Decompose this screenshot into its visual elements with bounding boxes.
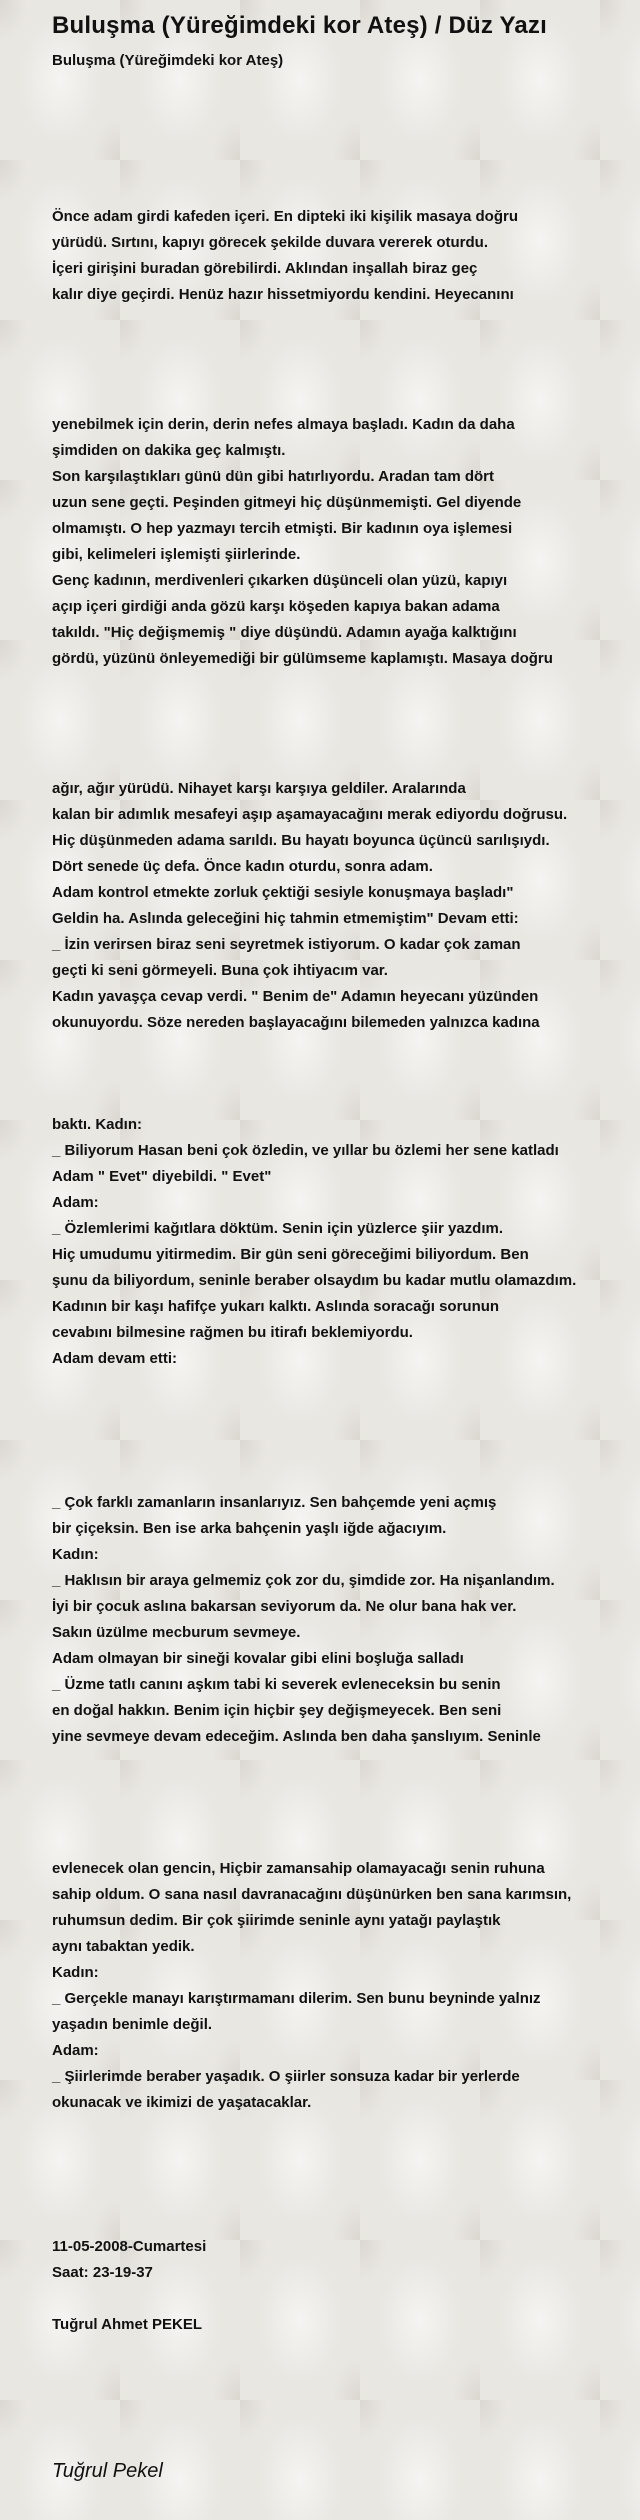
text-line: uzun sene geçti. Peşinden gitmeyi hiç düşünmemişti. Gel diyende bbox=[52, 494, 522, 511]
paragraph-2 bbox=[52, 412, 622, 672]
text-line: Geldin ha. Aslında geleceğini hiç tahmin etmemiştim" Devam etti: bbox=[52, 910, 519, 927]
page-title: Buluşma (Yüreğimdeki kor Ateş) / Düz Yazı bbox=[52, 12, 547, 39]
text-line: İçeri girişini buradan görebilirdi. Aklından inşallah biraz geç bbox=[52, 260, 478, 277]
text-line: Tuğrul Ahmet PEKEL bbox=[52, 2316, 202, 2333]
text-line: Genç kadının, merdivenleri çıkarken düşünceli olan yüzü, kapıyı bbox=[52, 572, 508, 589]
text-line: Dört senede üç defa. Önce kadın oturdu, sonra adam. bbox=[52, 858, 433, 875]
text-line: yenebilmek için derin, derin nefes almaya başladı. Kadın da daha bbox=[52, 416, 515, 433]
text-line: Son karşılaştıkları günü dün gibi hatırlıyordu. Aradan tam dört bbox=[52, 468, 495, 485]
text-line: _ İzin verirsen biraz seni seyretmek istiyorum. O kadar çok zaman bbox=[52, 936, 521, 953]
paragraph-1 bbox=[52, 204, 622, 308]
date-and-author bbox=[52, 2234, 622, 2338]
text-line: Adam devam etti: bbox=[52, 1350, 178, 1367]
text-line: evlenecek olan gencin, Hiçbir zamansahip olamayacağı senin ruhuna bbox=[52, 1860, 545, 1877]
text-line: _ Biliyorum Hasan beni çok özledin, ve yıllar bu özlemi her sene katladı bbox=[52, 1142, 559, 1159]
paragraph-5 bbox=[52, 1490, 622, 1750]
text-line: 11-05-2008-Cumartesi bbox=[52, 2238, 207, 2255]
text-line: Adam: bbox=[52, 2042, 99, 2059]
text-line: yaşadın benimle değil. bbox=[52, 2016, 213, 2033]
text-line: Adam olmayan bir sineği kovalar gibi elini boşluğa salladı bbox=[52, 1650, 464, 1667]
text-line: takıldı. "Hiç değişmemiş " diye düşündü. Adamın ayağa kalktığını bbox=[52, 624, 517, 641]
text-line: _ Gerçekle manayı karıştırmamanı dilerim. Sen bunu beyninde yalnız bbox=[52, 1990, 541, 2007]
paragraph-3 bbox=[52, 776, 622, 1036]
text-line: Önce adam girdi kafeden içeri. En dipteki iki kişilik masaya doğru bbox=[52, 208, 519, 225]
text-line: açıp içeri girdiği anda gözü karşı köşeden kapıya bakan adama bbox=[52, 598, 500, 615]
text-line: ruhumsun dedim. Bir çok şiirimde seninle aynı yatağı paylaştık bbox=[52, 1912, 501, 1929]
text-line: Adam kontrol etmekte zorluk çektiği sesiyle konuşmaya başladı" bbox=[52, 884, 514, 901]
text-line: aynı tabaktan yedik. bbox=[52, 1938, 195, 1955]
page-subtitle: Buluşma (Yüreğimdeki kor Ateş) bbox=[52, 52, 284, 69]
text-line: Hiç düşünmeden adama sarıldı. Bu hayatı boyunca üçüncü sarılışıydı. bbox=[52, 832, 550, 849]
text-line: _ Şiirlerimde beraber yaşadık. O şiirler sonsuza kadar bir yerlerde bbox=[52, 2068, 520, 2085]
text-line: yürüdü. Sırtını, kapıyı görecek şekilde duvara vererek oturdu. bbox=[52, 234, 488, 251]
paragraph-6 bbox=[52, 1856, 622, 2116]
text-line: Adam " Evet" diyebildi. " Evet" bbox=[52, 1168, 272, 1185]
signature: Tuğrul Pekel bbox=[52, 2460, 163, 2482]
text-line: _ Üzme tatlı canını aşkım tabi ki severek evleneceksin bu senin bbox=[52, 1676, 501, 1693]
text-line: sahip oldum. O sana nasıl davranacağını düşünürken ben sana karımsın, bbox=[52, 1886, 572, 1903]
text-line: _ Özlemlerimi kağıtlara döktüm. Senin için yüzlerce şiir yazdım. bbox=[52, 1220, 503, 1237]
text-line: kalır diye geçirdi. Henüz hazır hissetmiyordu kendini. Heyecanını bbox=[52, 286, 514, 303]
text-line: kalan bir adımlık mesafeyi aşıp aşamayacağını merak ediyordu doğrusu. bbox=[52, 806, 568, 823]
text-line: ağır, ağır yürüdü. Nihayet karşı karşıya geldiler. Aralarında bbox=[52, 780, 466, 797]
text-line: okunuyordu. Söze nereden başlayacağını bilemeden yalnızca kadına bbox=[52, 1014, 540, 1031]
text-line bbox=[52, 2286, 622, 2312]
text-line: Kadının bir kaşı hafifçe yukarı kalktı. Aslında soracağı sorunun bbox=[52, 1298, 500, 1315]
text-line: Kadın yavaşça cevap verdi. " Benim de" Adamın heyecanı yüzünden bbox=[52, 988, 539, 1005]
text-line: İyi bir çocuk aslına bakarsan seviyorum da. Ne olur bana hak ver. bbox=[52, 1598, 517, 1615]
text-line: Saat: 23-19-37 bbox=[52, 2264, 153, 2281]
text-line: geçti ki seni görmeyeli. Buna çok ihtiyacım var. bbox=[52, 962, 388, 979]
text-line: Kadın: bbox=[52, 1964, 99, 1981]
text-line: Adam: bbox=[52, 1194, 99, 1211]
text-line: bir çiçeksin. Ben ise arka bahçenin yaşlı iğde ağacıyım. bbox=[52, 1520, 447, 1537]
text-line: baktı. Kadın: bbox=[52, 1116, 143, 1133]
text-line: gibi, kelimeleri işlemişti şiirlerinde. bbox=[52, 546, 301, 563]
text-line: _ Çok farklı zamanların insanlarıyız. Sen bahçemde yeni açmış bbox=[52, 1494, 497, 1511]
text-line: gördü, yüzünü önleyemediği bir gülümseme kaplamıştı. Masaya doğru bbox=[52, 650, 553, 667]
text-line: Hiç umudumu yitirmedim. Bir gün seni göreceğimi biliyordum. Ben bbox=[52, 1246, 529, 1263]
text-line: olmamıştı. O hep yazmayı tercih etmişti. Bir kadının oya işlemesi bbox=[52, 520, 513, 537]
text-line: okunacak ve ikimizi de yaşatacaklar. bbox=[52, 2094, 312, 2111]
text-line: _ Haklısın bir araya gelmemiz çok zor du, şimdide zor. Ha nişanlandım. bbox=[52, 1572, 555, 1589]
text-line: Sakın üzülme mecburum sevmeye. bbox=[52, 1624, 301, 1641]
text-line: cevabını bilmesine rağmen bu itirafı beklemiyordu. bbox=[52, 1324, 413, 1341]
text-line: şunu da biliyordum, seninle beraber olsaydım bu kadar mutlu olamazdım. bbox=[52, 1272, 577, 1289]
paragraph-4 bbox=[52, 1112, 622, 1372]
text-line: en doğal hakkın. Benim için hiçbir şey değişmeyecek. Ben seni bbox=[52, 1702, 502, 1719]
text-line: yine sevmeye devam edeceğim. Aslında ben daha şanslıyım. Seninle bbox=[52, 1728, 541, 1745]
text-line: Kadın: bbox=[52, 1546, 99, 1563]
text-line: şimdiden on dakika geç kalmıştı. bbox=[52, 442, 286, 459]
